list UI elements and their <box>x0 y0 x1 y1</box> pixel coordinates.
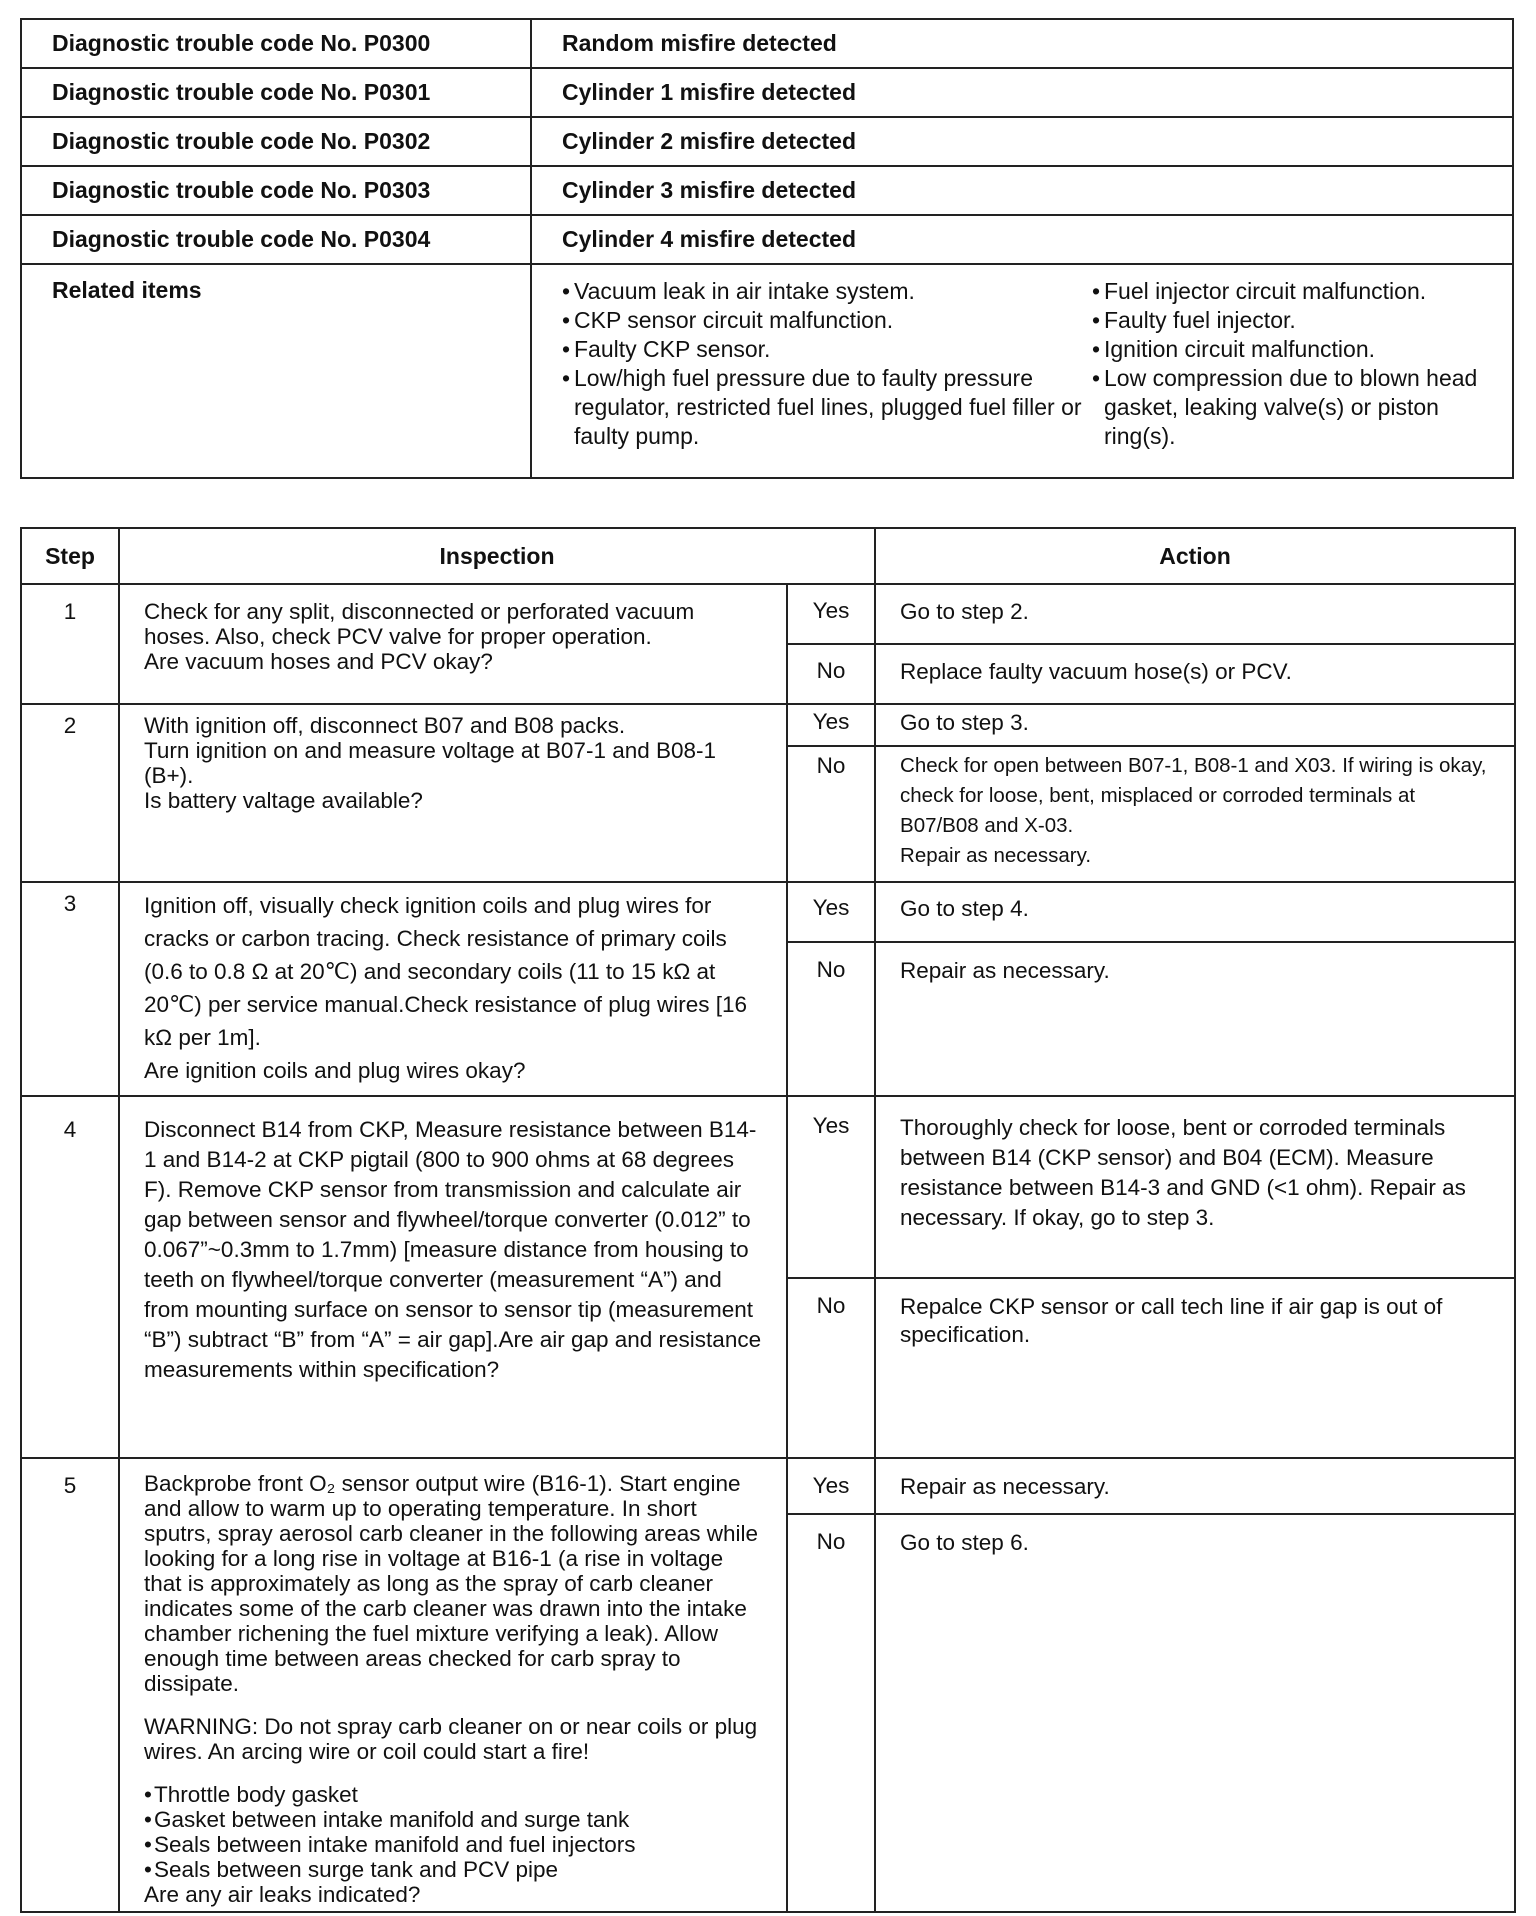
dtc-code: Diagnostic trouble code No. P0303 <box>21 166 531 215</box>
related-item: • Fuel injector circuit malfunction. <box>1092 277 1492 306</box>
dtc-row <box>21 117 1513 166</box>
no-label: No <box>787 942 875 1096</box>
yes-action: Repair as necessary. <box>875 1458 1515 1514</box>
step-row <box>21 1096 1515 1278</box>
inspection-text <box>119 1458 787 1912</box>
step-number: 1 <box>21 584 119 704</box>
no-action: Repair as necessary. <box>875 942 1515 1096</box>
dtc-row <box>21 68 1513 117</box>
step-row <box>21 1458 1515 1514</box>
dtc-row <box>21 19 1513 68</box>
no-label: No <box>787 1514 875 1912</box>
list-item: • Seals between surge tank and PCV pipe <box>144 1857 766 1882</box>
step-number: 2 <box>21 704 119 882</box>
yes-label: Yes <box>787 1096 875 1278</box>
step-header: Step <box>21 528 119 584</box>
dtc-code: Diagnostic trouble code No. P0302 <box>21 117 531 166</box>
yes-label: Yes <box>787 882 875 942</box>
dtc-description: Cylinder 1 misfire detected <box>531 68 1513 117</box>
related-items-row <box>21 264 1513 478</box>
leak-check-list <box>144 1782 766 1882</box>
yes-action: Thoroughly check for loose, bent or corroded terminals between B14 (CKP sensor) and B04 (ECM). Measure resistance between B14-3 and GND (<1 ohm). Repair as necessary. If okay, go to step 3. <box>875 1096 1515 1278</box>
inspection-question: Are any air leaks indicated? <box>144 1882 421 1907</box>
step-row <box>21 882 1515 942</box>
yes-label: Yes <box>787 1458 875 1514</box>
inspection-paragraph: Disconnect B14 from CKP, Measure resistance between B14-1 and B14-2 at CKP pigtail (800 to 900 ohms at 68 degrees F). Remove CKP sensor from transmission and calculate air gap between sensor and flywheel/torque converter (0.012” to 0.067”~0.3mm to 1.7mm) [measure distance from housing to teeth on flywheel/torque converter (measurement “A”) and from mounting surface on sensor to sensor tip (measurement “B”) subtract “B” from “A” = air gap].Are air gap and resistance measurements within specification? <box>144 1117 762 1382</box>
yes-label: Yes <box>787 704 875 746</box>
action-header: Action <box>875 528 1515 584</box>
dtc-code: Diagnostic trouble code No. P0301 <box>21 68 531 117</box>
no-action: Check for open between B07-1, B08-1 and X03. If wiring is okay, check for loose, bent, misplaced or corroded terminals at B07/B08 and X-03. Repair as necessary. <box>875 746 1515 882</box>
step-number: 3 <box>21 882 119 1096</box>
step-number: 4 <box>21 1096 119 1458</box>
dtc-description: Random misfire detected <box>531 19 1513 68</box>
no-label: No <box>787 644 875 704</box>
dtc-description: Cylinder 2 misfire detected <box>531 117 1513 166</box>
table-header-row <box>21 528 1515 584</box>
no-action: Repalce CKP sensor or call tech line if air gap is out of specification. <box>875 1278 1515 1458</box>
related-item: • Vacuum leak in air intake system. <box>562 277 1092 306</box>
dtc-description: Cylinder 3 misfire detected <box>531 166 1513 215</box>
no-label: No <box>787 746 875 882</box>
step-number: 5 <box>21 1458 119 1912</box>
dtc-row <box>21 166 1513 215</box>
inspection-text <box>119 882 787 1096</box>
step-row <box>21 704 1515 746</box>
yes-action: Go to step 3. <box>875 704 1515 746</box>
dtc-description: Cylinder 4 misfire detected <box>531 215 1513 264</box>
yes-label: Yes <box>787 584 875 644</box>
related-item: • Low compression due to blown head gasket, leaking valve(s) or piston ring(s). <box>1092 364 1492 451</box>
yes-action: Go to step 4. <box>875 882 1515 942</box>
list-item: • Gasket between intake manifold and surge tank <box>144 1807 766 1832</box>
related-items-list <box>562 277 1092 451</box>
related-items-list <box>1092 277 1492 451</box>
inspection-paragraph: Check for any split, disconnected or perforated vacuum hoses. Also, check PCV valve for proper operation. Are vacuum hoses and PCV okay? <box>144 599 695 674</box>
yes-action: Go to step 2. <box>875 584 1515 644</box>
related-item: • CKP sensor circuit malfunction. <box>562 306 1092 335</box>
dtc-code: Diagnostic trouble code No. P0300 <box>21 19 531 68</box>
list-item: • Seals between intake manifold and fuel injectors <box>144 1832 766 1857</box>
dtc-row <box>21 215 1513 264</box>
no-action: Go to step 6. <box>875 1514 1515 1912</box>
inspection-paragraph: With ignition off, disconnect B07 and B08 packs. Turn ignition on and measure voltage at B07-1 and B08-1 (B+). Is battery valtage available? <box>144 713 717 813</box>
list-item: • Throttle body gasket <box>144 1782 766 1807</box>
related-items-cell <box>531 264 1513 478</box>
dtc-table <box>20 18 1514 479</box>
warning-text: WARNING: Do not spray carb cleaner on or near coils or plug wires. An arcing wire or coil could start a fire! <box>144 1714 758 1764</box>
related-items-label: Related items <box>21 264 531 478</box>
dtc-code: Diagnostic trouble code No. P0304 <box>21 215 531 264</box>
troubleshooting-table <box>20 527 1516 1913</box>
no-action: Replace faulty vacuum hose(s) or PCV. <box>875 644 1515 704</box>
related-item: • Faulty fuel injector. <box>1092 306 1492 335</box>
related-item: • Ignition circuit malfunction. <box>1092 335 1492 364</box>
step-row <box>21 584 1515 644</box>
inspection-paragraph: Backprobe front O₂ sensor output wire (B16-1). Start engine and allow to warm up to operating temperature. In short sputrs, spray aerosol carb cleaner in the following areas while looking for a long rise in voltage at B16-1 (a rise in voltage that is approximately as long as the spray of carb cleaner indicates some of the carb cleaner was drawn into the intake chamber richening the fuel mixture verifying a leak). Allow enough time between areas checked for carb spray to dissipate. <box>144 1471 759 1696</box>
related-item: • Low/high fuel pressure due to faulty pressure regulator, restricted fuel lines, plugged fuel filler or faulty pump. <box>562 364 1092 451</box>
inspection-paragraph: Ignition off, visually check ignition coils and plug wires for cracks or carbon tracing. Check resistance of primary coils (0.6 to 0.8 Ω at 20℃) and secondary coils (11 to 15 kΩ at 20℃) per service manual.Check resistance of plug wires [16 kΩ per 1m]. Are ignition coils and plug wires okay? <box>144 893 748 1083</box>
inspection-text <box>119 1096 787 1458</box>
no-label: No <box>787 1278 875 1458</box>
inspection-header: Inspection <box>119 528 875 584</box>
inspection-text <box>119 584 787 704</box>
inspection-text <box>119 704 787 882</box>
related-item: • Faulty CKP sensor. <box>562 335 1092 364</box>
